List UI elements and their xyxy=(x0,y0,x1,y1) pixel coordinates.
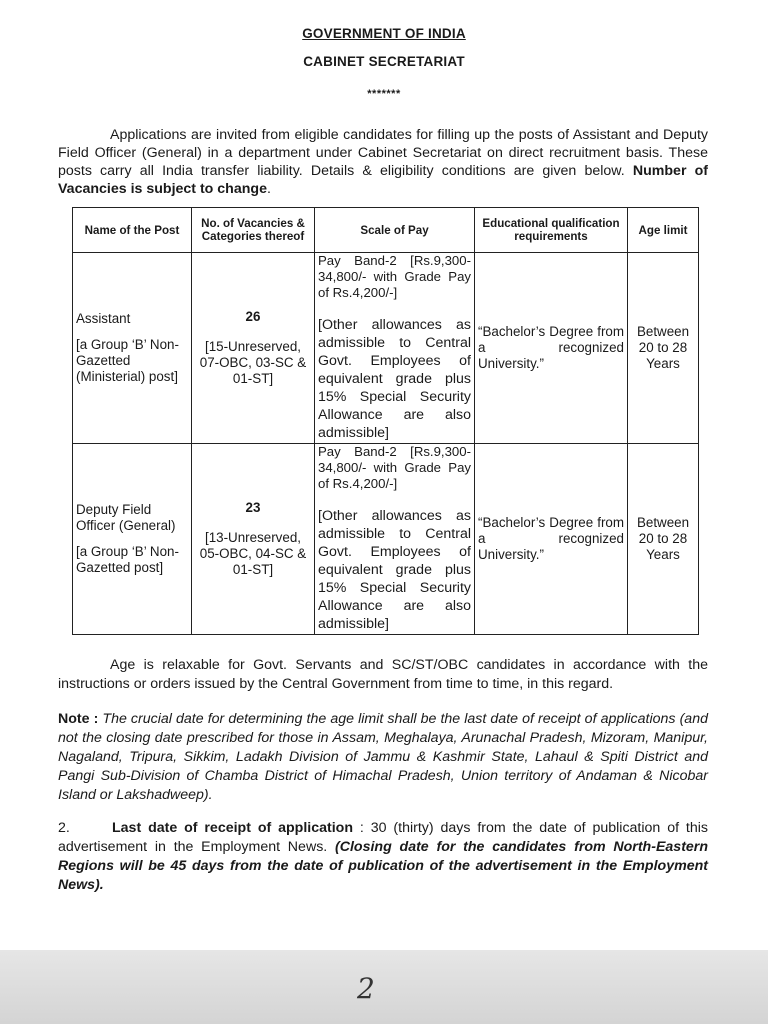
post-name: Deputy Field Officer (General) xyxy=(76,501,176,533)
vacancy-count: 23 xyxy=(245,499,261,515)
pay-band: Pay Band-2 [Rs.9,300-34,800/- with Grade Pay of Rs.4,200/-] xyxy=(318,253,471,301)
handwritten-page-number: 2 xyxy=(357,972,375,1005)
table-row xyxy=(73,253,699,444)
table-row xyxy=(73,444,699,635)
header-age: Age limit xyxy=(628,208,699,253)
vacancy-table xyxy=(72,207,699,635)
table-header-row xyxy=(73,208,699,253)
last-date-label: Last date of receipt of application xyxy=(112,820,353,836)
document-subtitle: CABINET SECRETARIAT xyxy=(303,54,465,69)
cell-vacancies xyxy=(192,444,315,635)
post-group: [a Group ‘B’ Non-Gazetted (Ministerial) post] xyxy=(76,336,179,385)
header-education: Educational qualification requirements xyxy=(475,208,628,253)
separator-stars: ******* xyxy=(367,88,401,100)
cell-age: Between 20 to 28 Years xyxy=(628,444,699,635)
cell-pay xyxy=(315,444,475,635)
intro-text: Applications are invited from eligible candidates for filling up the posts of Assistant and Deputy Field Officer (General) in a department under Cabinet Secretariat on direct recruitment basis. These posts carry all India transfer liability. Details & eligibility conditions are given below. xyxy=(58,127,708,179)
cell-post xyxy=(73,253,192,444)
header-pay: Scale of Pay xyxy=(315,208,475,253)
cell-post xyxy=(73,444,192,635)
last-date-text: : 30 (thirty) days from the date of publication of this advertisement in the Employment News. xyxy=(58,820,708,855)
document-title: GOVERNMENT OF INDIA xyxy=(302,26,466,41)
intro-end: . xyxy=(266,181,271,197)
vacancy-breakup: [15-Unreserved, 07-OBC, 03-SC & 01-ST] xyxy=(199,338,307,387)
intro-paragraph xyxy=(58,126,708,198)
pay-allowances: [Other allowances as admissible to Central Govt. Employees of equivalent grade plus 15% Special Security Allowance are also admissible] xyxy=(318,316,471,441)
scan-footer-band xyxy=(0,950,768,1024)
pay-band: Pay Band-2 [Rs.9,300-34,800/- with Grade Pay of Rs.4,200/-] xyxy=(318,444,471,492)
pay-allowances: [Other allowances as admissible to Central Govt. Employees of equivalent grade plus 15% Special Security Allowance are also admissible] xyxy=(318,507,471,632)
intro-bold-tail: Number of Vacancies is subject to change xyxy=(58,163,709,197)
header-post: Name of the Post xyxy=(73,208,192,253)
header-vacancies: No. of Vacancies & Categories thereof xyxy=(192,208,315,253)
last-date-closing-note: (Closing date for the candidates from North-Eastern Regions will be 45 days from the date of publication of the advertisement in the Employment News). xyxy=(58,839,708,893)
cell-pay xyxy=(315,253,475,444)
note-label: Note : xyxy=(58,711,99,727)
vacancy-count: 26 xyxy=(245,308,261,324)
cell-education: “Bachelor’s Degree from a recognized University.” xyxy=(475,253,628,444)
note-text: The crucial date for determining the age limit shall be the last date of receipt of applications (and not the closing date prescribed for those in Assam, Meghalaya, Arunachal Pradesh, Mizoram, Manipur, Nagaland, Tripura, Sikkim, Ladakh Division of Jammu & Kashmir State, Lahaul & Spiti District and Pangi Sub-Division of Chamba District of Himachal Pradesh, Union territory of Andaman & Nicobar Island or Lakshadweep). xyxy=(58,711,708,803)
paragraph-number: 2. xyxy=(58,820,70,836)
vacancy-breakup: [13-Unreserved, 05-OBC, 04-SC & 01-ST] xyxy=(199,529,307,578)
post-name: Assistant xyxy=(76,310,131,326)
note-paragraph xyxy=(58,710,708,805)
cell-education: “Bachelor’s Degree from a recognized University.” xyxy=(475,444,628,635)
last-date-paragraph xyxy=(58,819,708,895)
cell-vacancies xyxy=(192,253,315,444)
cell-age: Between 20 to 28 Years xyxy=(628,253,699,444)
age-relaxation-paragraph: Age is relaxable for Govt. Servants and SC/ST/OBC candidates in accordance with the instructions or orders issued by the Central Government from time to time, in this regard. xyxy=(58,657,708,692)
post-group: [a Group ‘B’ Non-Gazetted post] xyxy=(76,544,179,576)
